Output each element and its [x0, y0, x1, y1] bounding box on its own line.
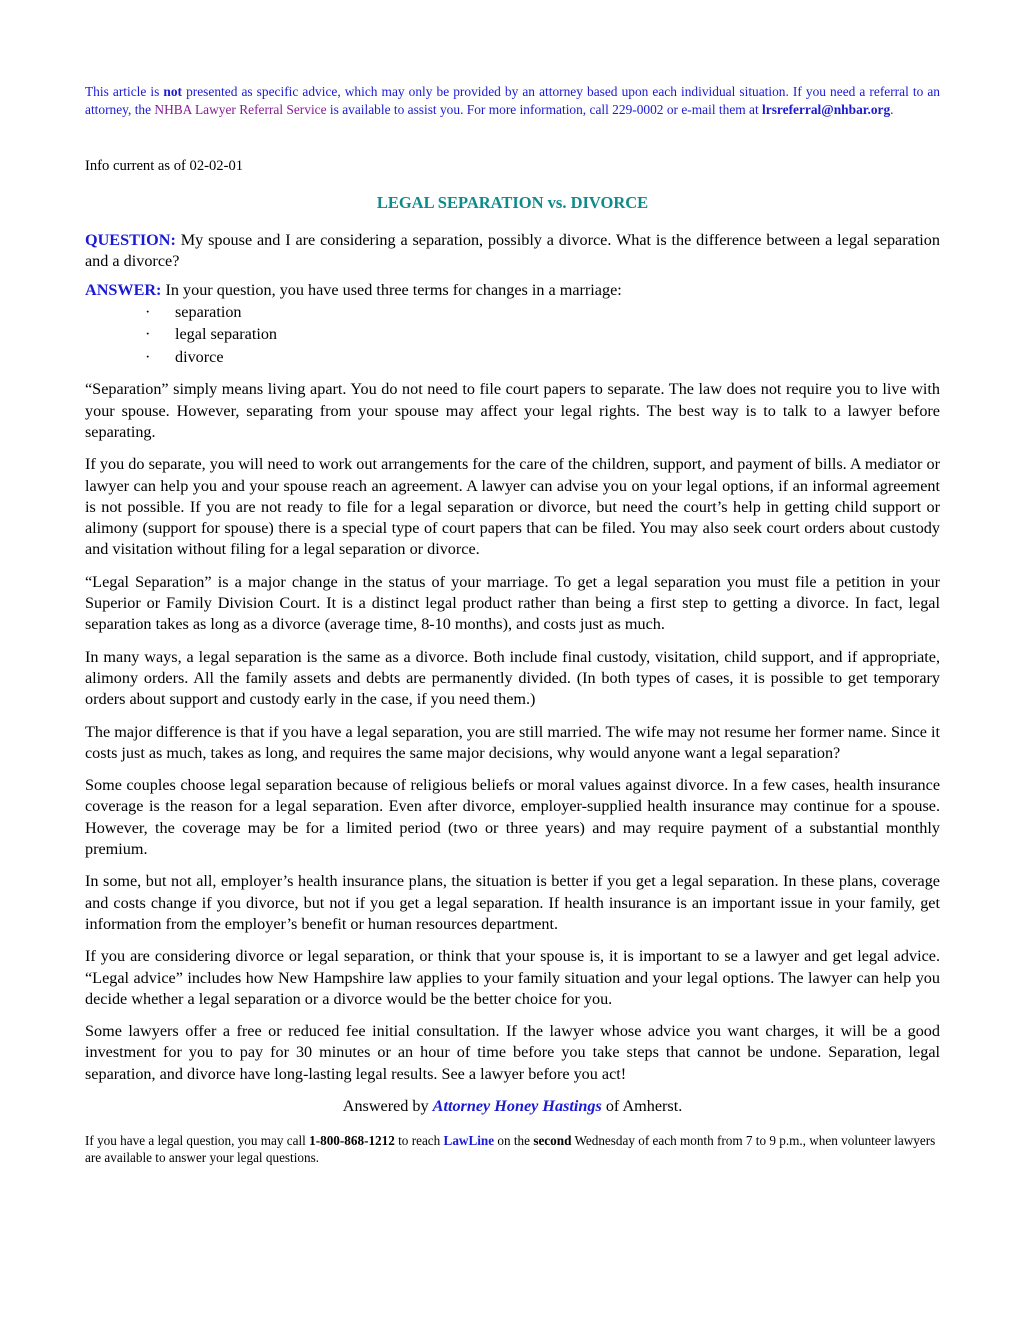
paragraph-health-insurance: In some, but not all, employer’s health insurance plans, the situation is better if you get a legal separation. In these plans, coverage and costs change if you divorce, but not if you get a legal separation. If health insurance is an important issue in your family, get information from the employer’s benefit or human resources department. — [85, 872, 940, 933]
lawline-link[interactable]: LawLine — [443, 1133, 495, 1149]
list-item — [85, 323, 940, 346]
bullet-icon: · — [145, 347, 151, 366]
byline-prefix: Answered by — [342, 1097, 433, 1115]
disclaimer-text-1: This article is — [85, 84, 164, 99]
list-item — [85, 346, 940, 369]
footer-text-3: on the — [494, 1133, 534, 1149]
article-body — [85, 230, 940, 1166]
paragraph-legal-separation: “Legal Separation” is a major change in the status of your marriage. To get a legal separation you must file a petition in your Superior or Family Division Court. It is a distinct legal product rather than being a first step to getting a divorce. In fact, legal separation takes as long as a divorce (average time, 8-10 months), and costs just as much. — [85, 572, 940, 634]
footer-text-2: to reach — [394, 1133, 444, 1149]
paragraph-reasons: Some couples choose legal separation because of religious beliefs or moral values against divorce. In a few cases, health insurance coverage is the reason for a legal separation. Even after divorce, employer-supplied health insurance may continue for a spouse. However, the coverage may be for a limited period (two or three years) and may require payment of a substantial monthly premium. — [85, 776, 940, 859]
bullet-icon: · — [145, 302, 151, 321]
info-current-date: Info current as of 02-02-01 — [85, 158, 244, 174]
page-title: LEGAL SEPARATION vs. DIVORCE — [376, 193, 649, 212]
disclaimer — [85, 83, 940, 119]
byline-suffix: of Amherst. — [601, 1097, 683, 1115]
answer-label: ANSWER: — [85, 280, 162, 299]
question-text: My spouse and I are considering a separation, possibly a divorce. What is the difference between a legal separation and a divorce? — [85, 231, 940, 271]
paragraph-consultation: Some lawyers offer a free or reduced fee initial consultation. If the lawyer whose advice you want charges, it will be a good investment for you to pay for 30 minutes or an hour of time before you take steps that cannot be undone. Separation, legal separation, and divorce have long-lasting legal results. See a lawyer before you act! — [85, 1022, 940, 1083]
terms-list — [85, 301, 940, 369]
phone-number: 1-800-868-1212 — [309, 1133, 395, 1149]
bullet-icon: · — [145, 325, 151, 344]
footer-note — [85, 1132, 940, 1166]
footer-text-1: If you have a legal question, you may call — [85, 1133, 310, 1149]
disclaimer-text-2: presented as specific advice, which may only be provided by an attorney based upon each individual situation. If you need a referral to an attorney, the — [85, 84, 940, 117]
author-name: Attorney Honey Hastings — [432, 1097, 602, 1115]
footer-text-4: Wednesday of each month from 7 to 9 p.m., when volunteer lawyers are available to answer your legal questions. — [85, 1133, 936, 1166]
question-label: QUESTION: — [85, 231, 176, 249]
question-paragraph — [85, 230, 940, 273]
paragraph-separation: “Separation” simply means living apart. You do not need to file court papers to separate. The law does not require you to live with your spouse. However, separating from your spouse may affect your legal rights. The best way is to talk to a lawyer before separating. — [85, 380, 940, 441]
paragraph-arrangements: If you do separate, you will need to work out arrangements for the care of the children, support, and payment of bills. A mediator or lawyer can help you and your spouse reach an agreement. A lawyer can advise you on your legal options, if an informal agreement is not possible. If you are not ready to file for a legal separation or divorce, but need the court’s help in getting child support or alimony (support for spouse) there is a special type of court papers that can be filed. You may also seek court orders about custody and visitation without filing for a legal separation or divorce. — [85, 455, 940, 559]
term-label: legal separation — [175, 325, 278, 344]
byline — [85, 1096, 940, 1117]
answer-paragraph — [85, 280, 940, 301]
disclaimer-text-3: is available to assist you. For more information, call 229-0002 or e-mail them at — [326, 102, 763, 117]
paragraph-major-difference: The major difference is that if you have a legal separation, you are still married. The wife may not resume her former name. Since it costs just as much, takes as long, and requires the same major decisions, why would anyone want a legal separation? — [85, 722, 940, 762]
email-link[interactable]: lrsreferral@nhbar.org — [762, 102, 891, 117]
disclaimer-text-4: . — [890, 102, 894, 117]
footer-second: second — [533, 1133, 572, 1149]
answer-text: In your question, you have used three terms for changes in a marriage: — [161, 280, 622, 299]
disclaimer-not: not — [163, 84, 183, 99]
paragraph-legal-advice: If you are considering divorce or legal separation, or think that your spouse is, it is important to se a lawyer and get legal advice. “Legal advice” includes how New Hampshire law applies to your family situation and your legal options. The lawyer can help you decide whether a legal separation or a divorce would be the better choice for you. — [85, 947, 940, 1008]
referral-service-link[interactable]: NHBA Lawyer Referral Service — [154, 102, 327, 117]
paragraph-similarities: In many ways, a legal separation is the same as a divorce. Both include final custody, visitation, child support, and if appropriate, alimony orders. All the family assets and debts are permanently divided. (In both types of cases, it is possible to get temporary orders about support and custody early in the case, if you need them.) — [85, 647, 940, 709]
term-label: separation — [175, 302, 242, 321]
term-label: divorce — [175, 347, 224, 366]
document-page — [85, 83, 940, 1166]
list-item — [85, 301, 940, 324]
